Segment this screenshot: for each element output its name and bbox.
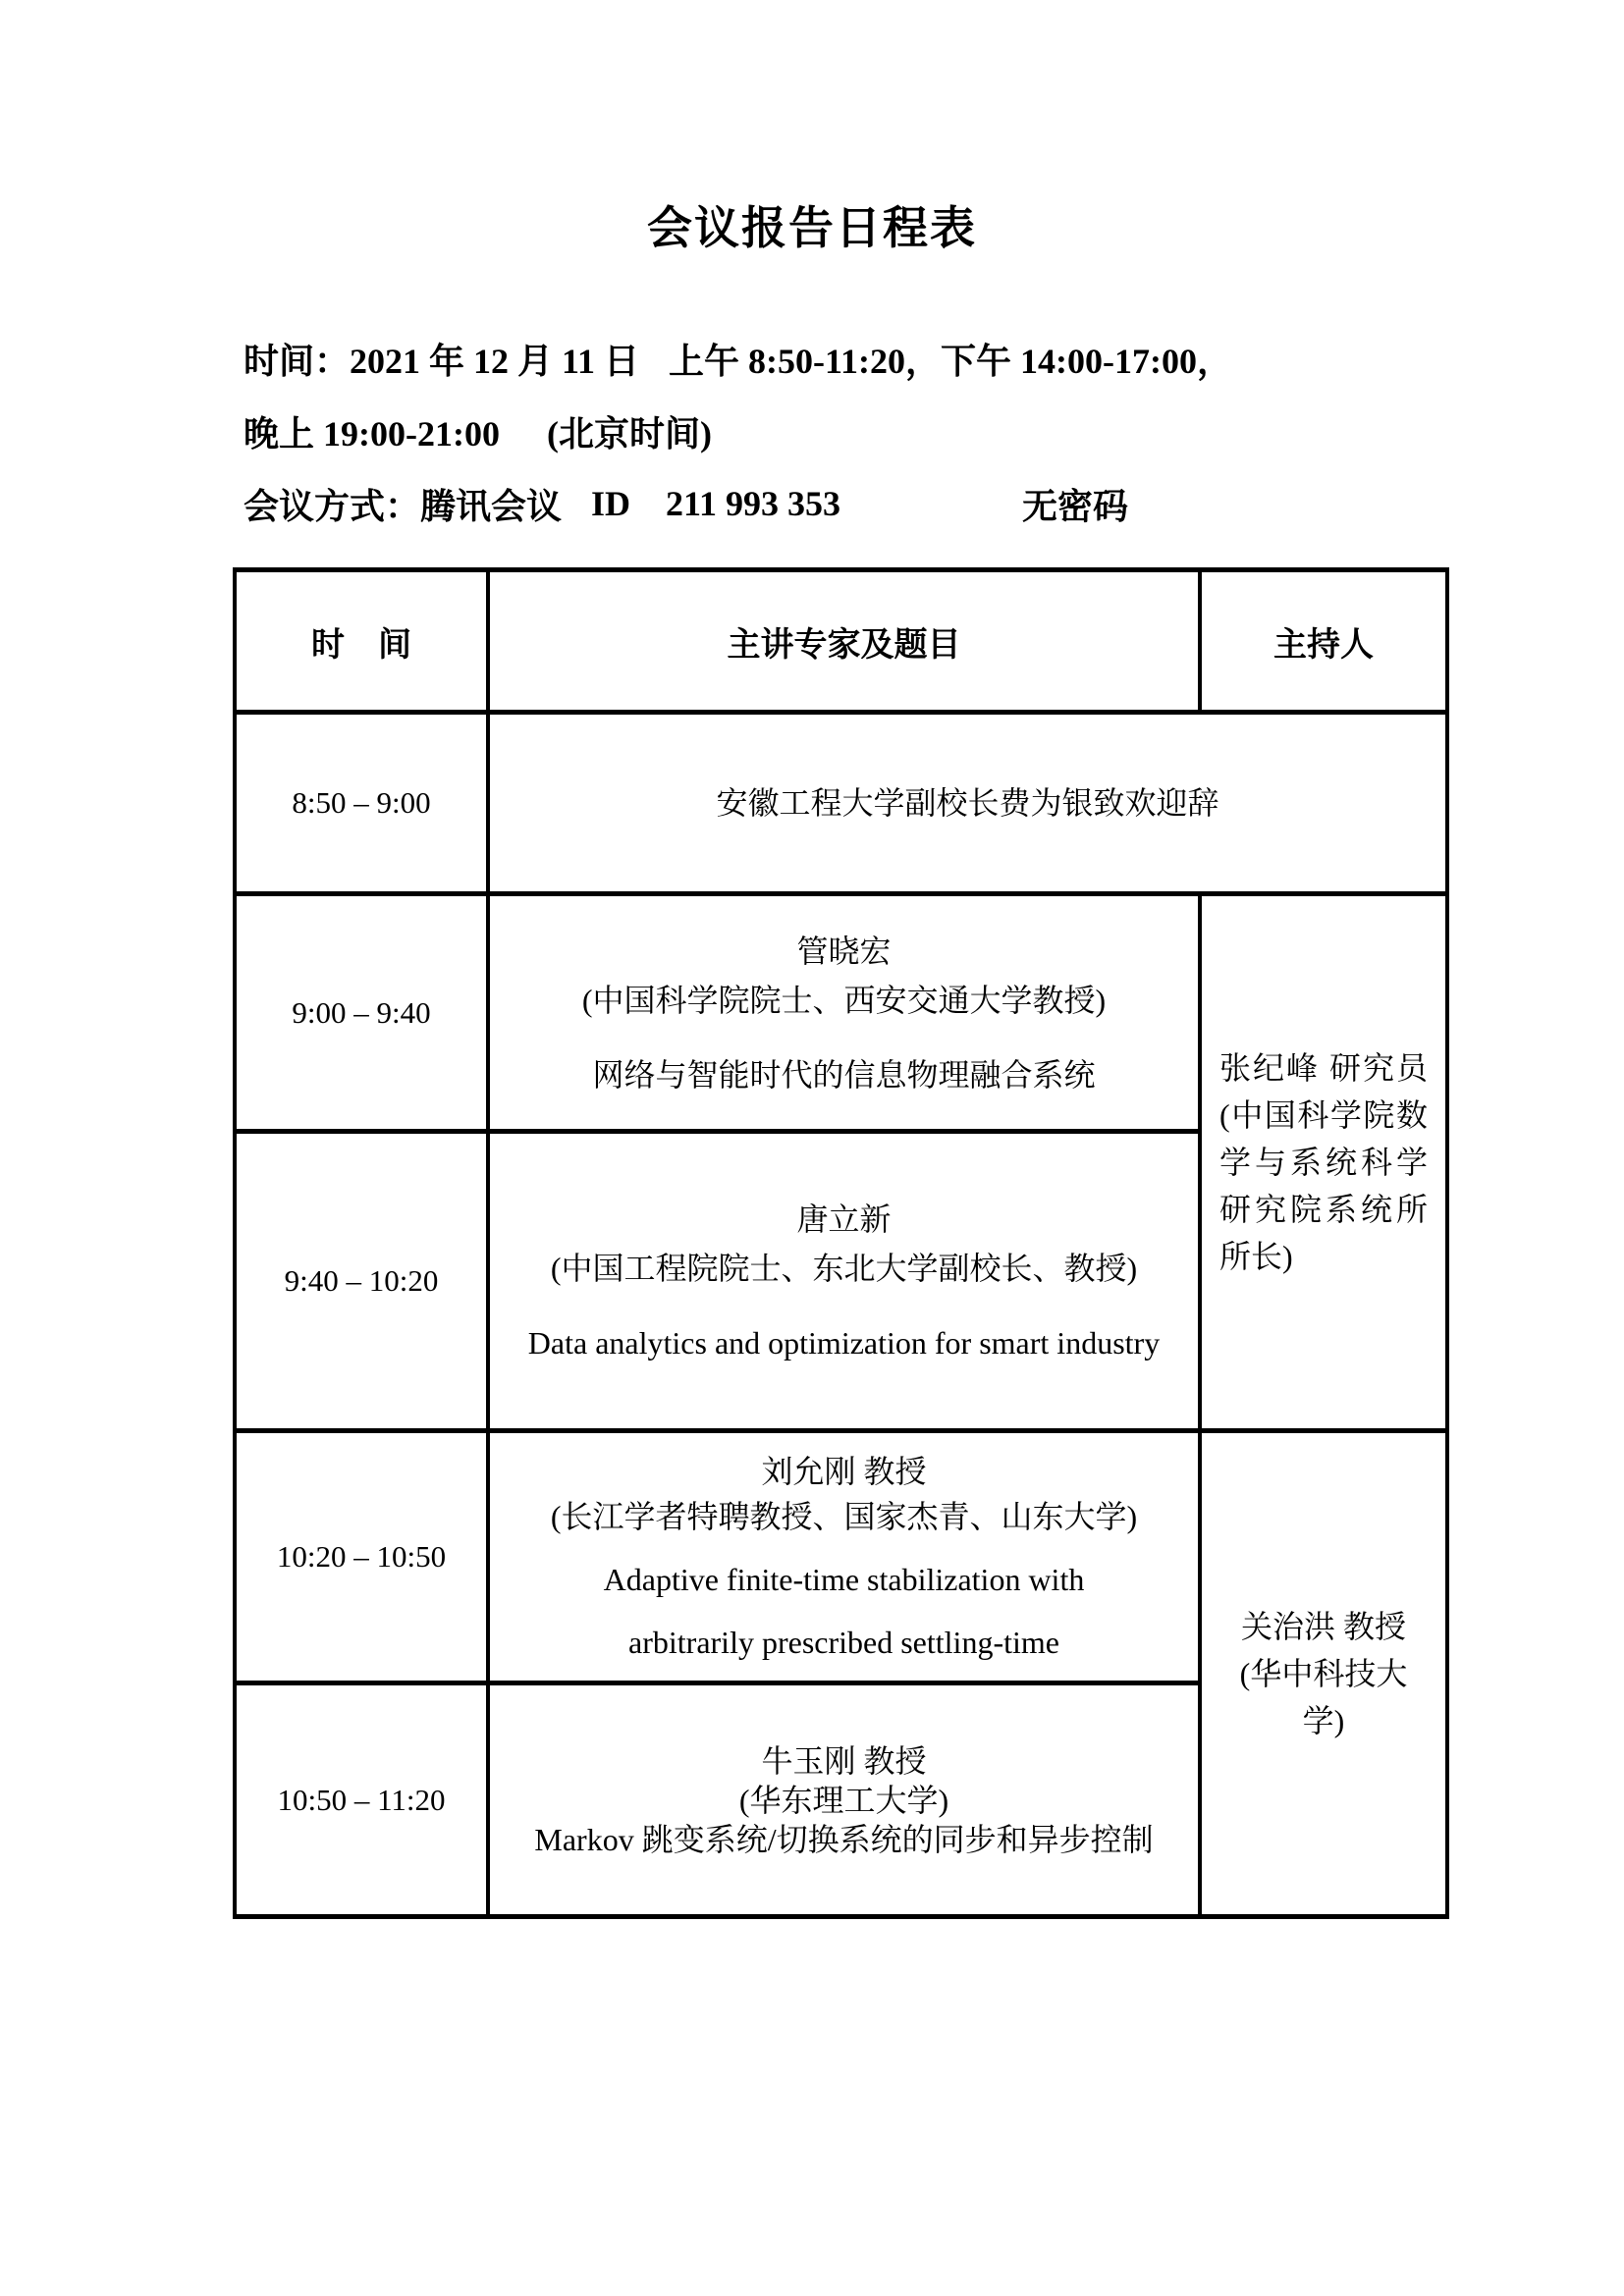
platform-label: 会议方式：腾讯会议	[244, 486, 563, 526]
meeting-id-label: ID	[591, 484, 631, 523]
talk-title: 网络与智能时代的信息物理融合系统	[592, 1056, 1096, 1093]
talk2-content	[488, 1132, 1200, 1431]
table-row-guan-xiaohong	[235, 894, 1447, 1132]
meeting-info-block	[244, 322, 1232, 540]
opening-time: 8:50 – 9:00	[235, 713, 488, 894]
talk1-content	[488, 894, 1200, 1132]
chair-affiliation: (华中科技大学)	[1239, 1656, 1408, 1738]
meeting-id-value: 211 993 353	[666, 484, 841, 523]
table-row-liu-yungang	[235, 1431, 1447, 1683]
column-header-speaker: 主讲专家及题目	[488, 570, 1200, 713]
schedule-table	[233, 567, 1449, 1919]
meeting-sessions: 上午 8:50-11:20，下午 14:00-17:00，	[669, 341, 1232, 381]
opening-text: 安徽工程大学副校长费为银致欢迎辞	[716, 785, 1219, 821]
table-header-row	[235, 570, 1447, 713]
speaker-affiliation: (中国科学院院士、西安交通大学教授)	[581, 982, 1107, 1018]
meeting-date: 2021 年 12 月 11 日	[350, 341, 640, 381]
speaker-affiliation: (中国工程院院士、东北大学副校长、教授)	[550, 1251, 1138, 1286]
speaker-name: 管晓宏	[796, 933, 892, 969]
talk-title-line2: arbitrarily prescribed settling-time	[628, 1625, 1059, 1660]
chair-name: 关治洪 教授	[1240, 1609, 1406, 1644]
column-header-time: 时 间	[235, 570, 488, 713]
talk-title: Markov 跳变系统/切换系统的同步和异步控制	[534, 1821, 1154, 1857]
chair-cell-zhang-jifeng	[1200, 894, 1447, 1431]
column-header-chair: 主持人	[1200, 570, 1447, 713]
speaker-name: 唐立新	[796, 1201, 892, 1237]
meeting-time-label: 时间：	[244, 341, 351, 381]
speaker-name: 刘允刚 教授	[761, 1454, 927, 1489]
chair-cell-guan-zhihong	[1200, 1431, 1447, 1917]
talk4-time: 10:50 – 11:20	[235, 1683, 488, 1917]
talk3-content	[488, 1431, 1200, 1683]
talk2-time: 9:40 – 10:20	[235, 1132, 488, 1431]
chair-affiliation: (中国科学院数学与系统科学研究院系统所所长)	[1219, 1097, 1428, 1274]
speaker-affiliation: (华东理工大学)	[738, 1782, 949, 1818]
timezone-note: (北京时间)	[546, 413, 712, 454]
talk-title: Data analytics and optimization for smart industry	[527, 1325, 1161, 1361]
speaker-name: 牛玉刚 教授	[761, 1742, 927, 1779]
meeting-time-line	[244, 322, 1232, 395]
meeting-evening-session: 晚上 19:00-21:00	[244, 413, 500, 454]
talk1-time: 9:00 – 9:40	[235, 894, 488, 1132]
chair-name: 张纪峰 研究员	[1219, 1050, 1428, 1086]
talk4-content	[488, 1683, 1200, 1917]
table-row-opening	[235, 713, 1447, 894]
meeting-password-note: 无密码	[1022, 486, 1129, 526]
meeting-evening-line	[244, 395, 1232, 467]
meeting-platform-line	[244, 467, 1232, 540]
opening-content	[488, 713, 1447, 894]
talk3-time: 10:20 – 10:50	[235, 1431, 488, 1683]
speaker-affiliation: (长江学者特聘教授、国家杰青、山东大学)	[550, 1499, 1138, 1534]
page-title: 会议报告日程表	[647, 203, 977, 253]
talk-title-line1: Adaptive finite-time stabilization with	[603, 1562, 1085, 1597]
